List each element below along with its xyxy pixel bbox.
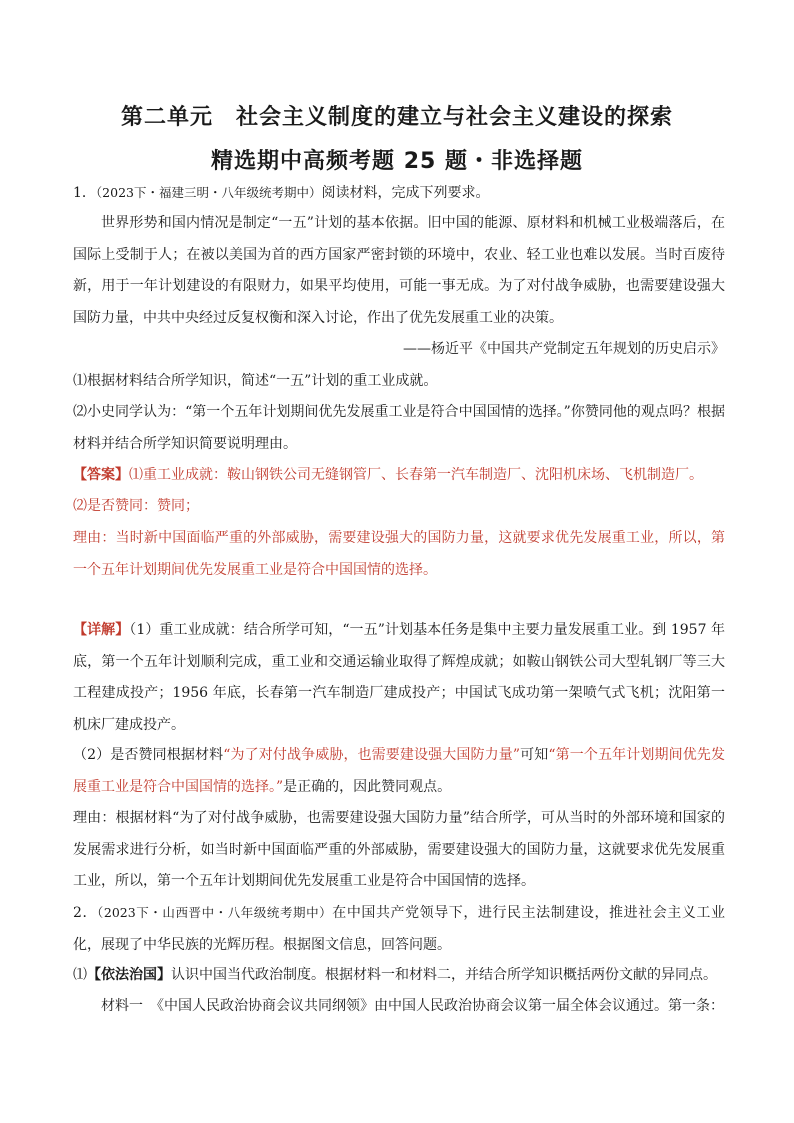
question-source: （2023下・福建三明・八年级统考期中） (95, 185, 322, 200)
quote-material: “为了对付战争威胁，也需要建设强大国防力量” (223, 747, 521, 763)
detail-text-2a: （2）是否赞同根据材料 (73, 747, 224, 763)
detail-text-2b: 可知 (520, 747, 549, 763)
detail-paragraph-3: 理由：根据材料“为了对付战争威胁，也需要建设强大国防力量”结合所学，可从当时的外部环境和国家的发展需求进行分析，如当时新中国面临严重的外部威胁，需要建设强大的国防力量，这就要求优先发展重工业，所以，第一个五年计划期间优先发展重工业是符合中国国情的选择。 (73, 810, 725, 889)
detail-paragraph-2 (73, 740, 725, 803)
detail-text-1: （1）重工业成就：结合所学可知，“一五”计划基本任务是集中主要力量发展重工业。到 1957 年底，第一个五年计划顺利完成，重工业和交通运输业取得了辉煌成就；如鞍山钢铁公司大型轧钢厂等三大工程建成投产；1956 年底，长春第一汽车制造厂建成投产；中国试飞成功第一架喷气式飞机；沈阳第一机床厂建成投产。 (73, 622, 726, 733)
page-subtitle: 精选期中高频考题 25 题・非选择题 (211, 149, 583, 174)
answer-line-2: ⑵是否赞同：赞同； (73, 498, 199, 514)
question-number: 1． (73, 185, 96, 201)
page-title: 第二单元 社会主义制度的建立与社会主义建设的探索 (120, 105, 673, 130)
detail-tag: 【详解】 (73, 622, 130, 638)
question-2-header (73, 897, 725, 961)
sub-tag: 【依法治国】 (87, 967, 171, 983)
answer-tag: 【答案】 (73, 467, 129, 483)
answer-line-3: 理由：当时新中国面临严重的外部威胁，需要建设强大的国防力量，这就要求优先发展重工业，所以，第一个五年计划期间优先发展重工业是符合中国国情的选择。 (73, 530, 725, 578)
question-2-sub-1 (73, 960, 725, 992)
sub-number: ⑴ (73, 967, 87, 983)
question-prompt: 阅读材料，完成下列要求。 (321, 185, 490, 201)
question-number: 2． (73, 905, 98, 921)
question-intro: 在中国共产党领导下，进行民主法制建设，推进社会主义工业化，展现了中华民族的光辉历程。根据图文信息，回答问题。 (73, 905, 725, 953)
detail-paragraph-1 (73, 615, 725, 741)
question-1-sub-2: ⑵小史同学认为：“第一个五年计划期间优先发展重工业是符合中国国情的选择。”你赞同他的观点吗？根据材料并结合所学知识简要说明理由。 (73, 404, 725, 452)
sub-text: 认识中国当代政治制度。根据材料一和材料二，并结合所学知识概括两份文献的异同点。 (171, 967, 717, 983)
answer-line-1 (73, 460, 725, 492)
material-citation: ——杨近平《中国共产党制定五年规划的历史启示》 (403, 341, 725, 357)
question-2-material-1: 材料一 《中国人民政治协商会议共同纲领》由中国人民政治协商会议第一届全体会议通过。第一条： (101, 998, 724, 1014)
detail-text-2c: 是正确的，因此赞同观点。 (283, 778, 452, 795)
quote-viewpoint: “第一个五年计划期间优先发展重工业是符合中国国情的选择。” (73, 747, 725, 795)
question-1-material: 世界形势和国内情况是制定“一五”计划的基本依据。旧中国的能源、原材料和机械工业极端落后，在国际上受制于人；在被以美国为首的西方国家严密封锁的环境中，农业、轻工业也难以发展。当时百废待新，用于一年计划建设的有限财力，如果平均使用，可能一事无成。为了对付战争威胁，也需要建设强大国防力量，中共中央经过反复权衡和深入讨论，作出了优先发展重工业的决策。 (73, 215, 725, 326)
answer-text-1: ⑴重工业成就：鞍山钢铁公司无缝钢管厂、长春第一汽车制造厂、沈阳机床场、飞机制造厂。 (129, 467, 703, 483)
question-1-header (73, 177, 725, 210)
question-source: （2023下・山西晋中・八年级统考期中） (97, 905, 333, 920)
question-1-sub-1: ⑴根据材料结合所学知识，简述“一五”计划的重工业成就。 (73, 373, 438, 389)
